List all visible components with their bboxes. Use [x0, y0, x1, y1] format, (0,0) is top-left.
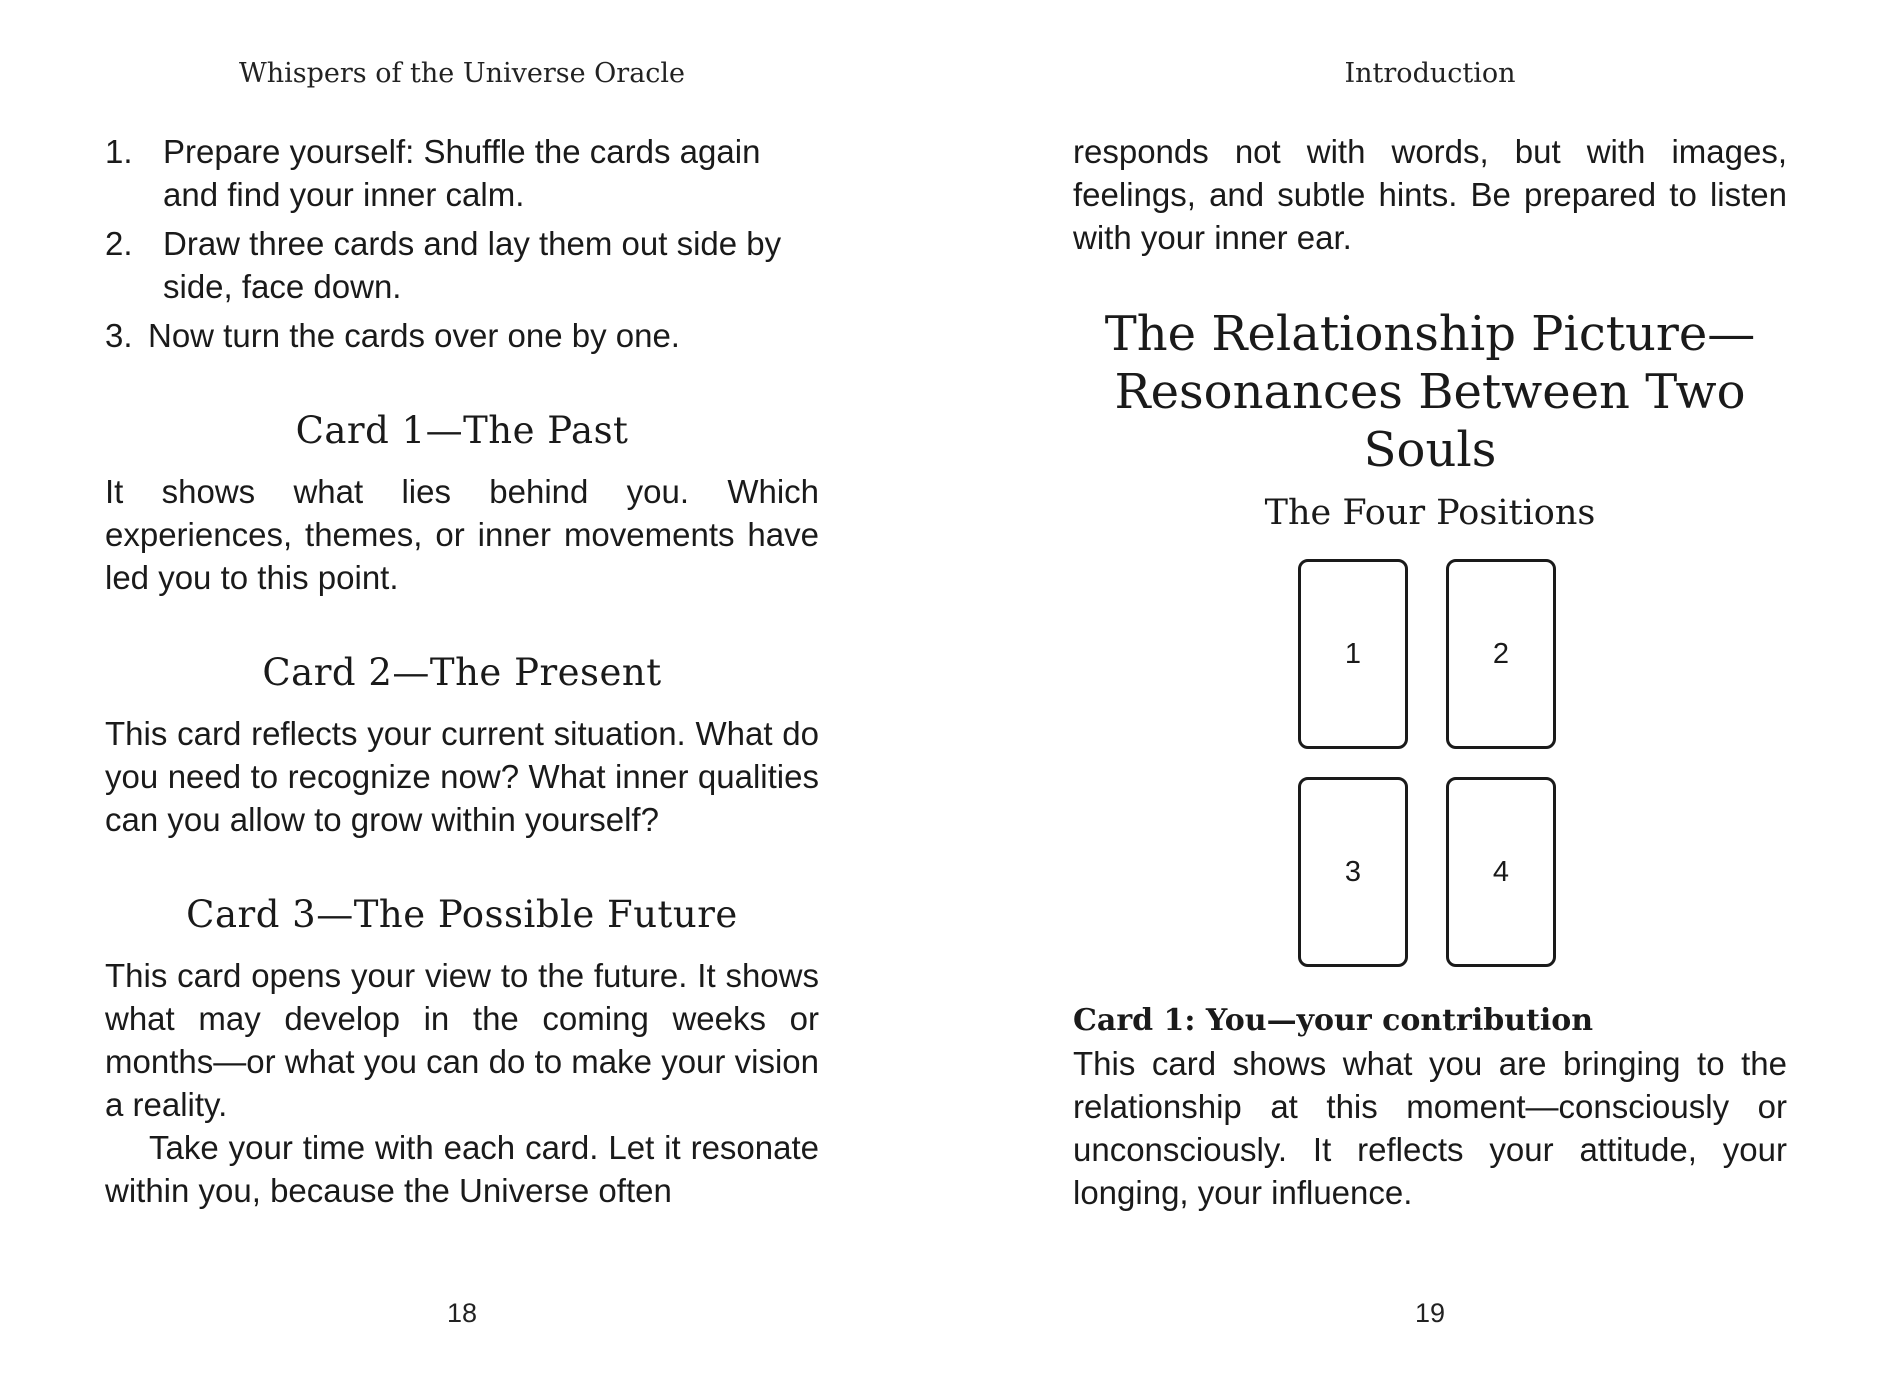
step-number: 3. — [105, 317, 133, 354]
chapter-title-line2: Resonances Between Two Souls — [1114, 364, 1746, 478]
card1-heading: Card 1—The Past — [295, 409, 629, 452]
chapter-title-line1: The Relationship Picture— — [1104, 306, 1756, 362]
card1-label: Card 1: You—your contribution — [1073, 1003, 1594, 1038]
step-text: Prepare yourself: Shuffle the cards again and find your inner calm. — [163, 133, 761, 213]
card1-text: It shows what lies behind you. Which experiences, themes, or inner movements have led you to this point. — [105, 473, 819, 596]
step-number: 2. — [105, 225, 133, 262]
left-text-column — [105, 130, 819, 1212]
right-text-column — [1073, 130, 1787, 1214]
card2-text: This card reflects your current situation. What do you need to recognize now? What inner qualities can you allow to grow within yourself? — [105, 715, 819, 838]
step-number: 1. — [105, 133, 133, 170]
card3-text: This card opens your view to the future. It shows what may develop in the coming weeks or months—or what you can do to make your vision a reality. — [105, 957, 819, 1123]
card2-heading: Card 2—The Present — [262, 651, 662, 694]
closing-text: Take your time with each card. Let it resonate within you, because the Universe often — [105, 1129, 819, 1209]
list-item — [105, 314, 819, 357]
steps-list — [105, 130, 819, 357]
running-head: Introduction — [1344, 58, 1516, 89]
card-position-2: 2 — [1446, 559, 1556, 749]
continued-text: responds not with words, but with images, feelings, and subtle hints. Be prepared to listen with your inner ear. — [1073, 133, 1787, 256]
list-item — [105, 130, 819, 216]
card-layout-diagram — [1298, 559, 1562, 975]
card1-description: This card shows what you are bringing to the relationship at this moment—consciously or unconsciously. It reflects your attitude, your longing, your influence. — [1073, 1045, 1787, 1211]
positions-subtitle: The Four Positions — [1264, 493, 1596, 533]
chapter-title — [1073, 305, 1787, 479]
right-page — [943, 0, 1886, 1400]
card-position-3: 3 — [1298, 777, 1408, 967]
list-item — [105, 222, 819, 308]
card-position-1: 1 — [1298, 559, 1408, 749]
card-position-4: 4 — [1446, 777, 1556, 967]
card3-heading: Card 3—The Possible Future — [186, 893, 738, 936]
page-number: 18 — [446, 1298, 478, 1328]
page-number: 19 — [1414, 1298, 1446, 1328]
step-text: Now turn the cards over one by one. — [148, 317, 680, 354]
running-head: Whispers of the Universe Oracle — [238, 58, 686, 89]
step-text: Draw three cards and lay them out side by side, face down. — [163, 225, 782, 305]
